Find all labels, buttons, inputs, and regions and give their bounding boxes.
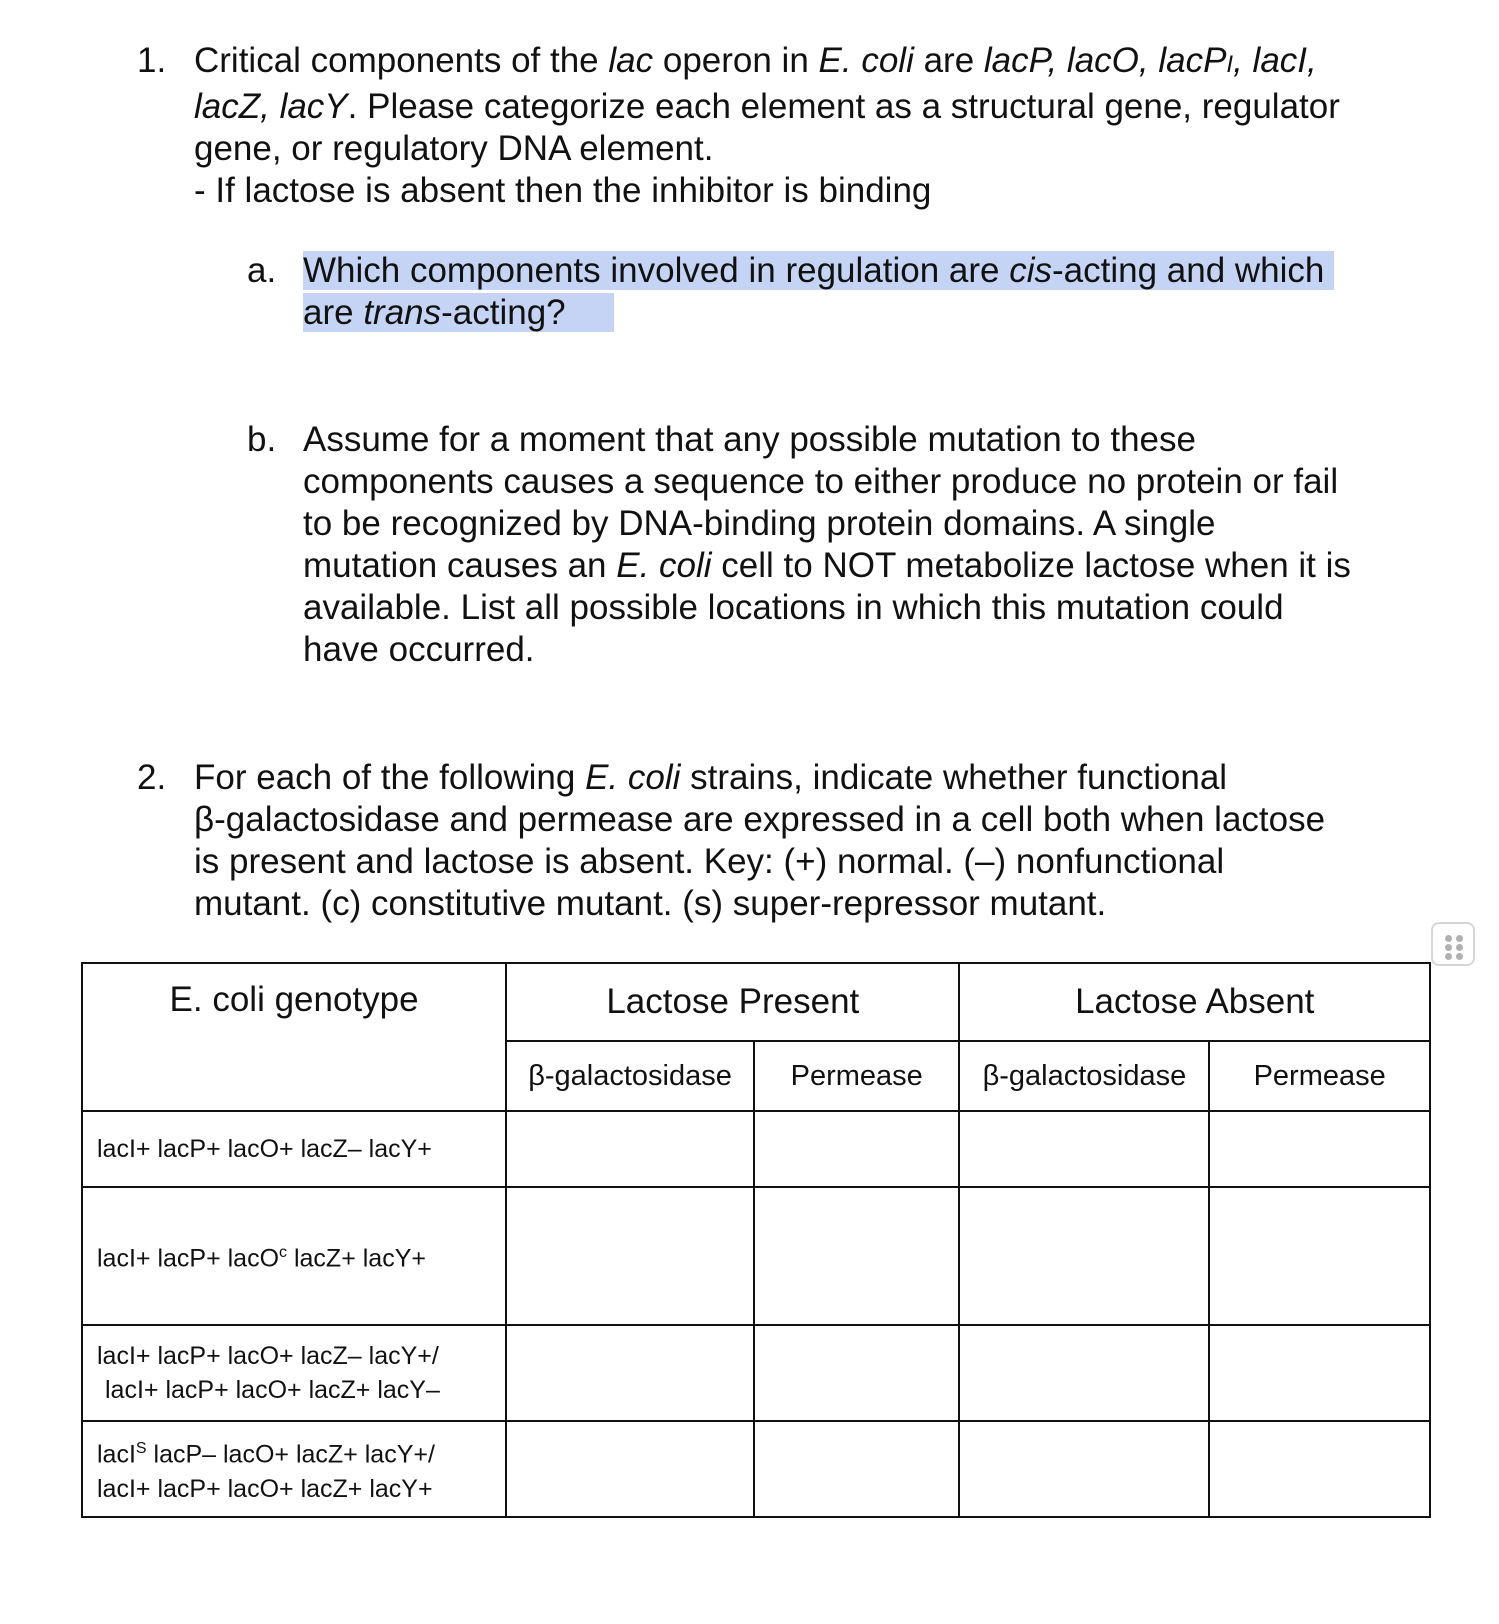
q1b-line: to be recognized by DNA-binding protein domains. A single	[303, 504, 1216, 543]
genotype-cell	[82, 1421, 506, 1517]
answer-cell[interactable]	[506, 1325, 754, 1421]
q2-line: is present and lactose is absent. Key: (+) normal. (–) nonfunctional	[194, 842, 1225, 881]
table-row	[82, 1325, 1430, 1421]
q1-genes-subscript: I	[1226, 51, 1234, 78]
table-row	[82, 1421, 1430, 1517]
absent-permease-header: Permease	[1209, 1041, 1430, 1111]
question-1a-letter: a.	[247, 251, 277, 290]
genotype-text: lacI+ lacP+ lacO+ lacZ+ lacY+	[97, 1474, 433, 1503]
q1a-cis: cis	[1009, 251, 1053, 290]
q1b-text: cell to NOT metabolize lactose when it is	[711, 546, 1351, 585]
answer-cell[interactable]	[754, 1421, 960, 1517]
question-1b	[247, 419, 1427, 671]
q1-lac: lac	[608, 41, 654, 80]
question-1-number: 1.	[137, 41, 167, 80]
answer-cell[interactable]	[1209, 1421, 1430, 1517]
q1a-text: Which components involved in regulation are	[303, 251, 1010, 290]
q1-genes: lacP, lacO, lacP	[983, 41, 1227, 80]
q1-ecoli: E. coli	[818, 41, 914, 80]
answer-cell[interactable]	[959, 1187, 1209, 1325]
genotype-text: lacI	[97, 1440, 136, 1469]
answer-cell[interactable]	[506, 1421, 754, 1517]
q1a-text: -acting and which	[1052, 251, 1325, 290]
genotype-cell	[82, 1111, 506, 1187]
q1-text: . Please categorize each element as a structural gene, regulator	[347, 87, 1340, 126]
question-1-line-1	[194, 40, 1417, 86]
question-1-text	[194, 40, 1417, 212]
genotype-text: lacI+ lacP+ lacO+ lacZ– lacY+	[97, 1135, 432, 1163]
q1b-line: Assume for a moment that any possible mutation to these	[303, 420, 1196, 459]
question-1a-text[interactable]	[303, 250, 1427, 334]
answer-cell[interactable]	[959, 1421, 1209, 1517]
answer-cell[interactable]	[959, 1325, 1209, 1421]
genotype-header: E. coli genotype	[82, 963, 506, 1111]
q1b-line: components causes a sequence to either produce no protein or fail	[303, 462, 1339, 501]
q1b-line: available. List all possible locations in which this mutation could	[303, 588, 1284, 627]
q1b-ecoli: E. coli	[616, 546, 712, 585]
q1b-line	[303, 545, 1427, 587]
answer-cell[interactable]	[1209, 1325, 1430, 1421]
answer-cell[interactable]	[1209, 1111, 1430, 1187]
answer-cell[interactable]	[959, 1111, 1209, 1187]
q1a-text: -acting?	[441, 293, 566, 332]
question-1b-letter: b.	[247, 420, 277, 459]
q1-text: Critical components of the	[194, 41, 609, 80]
genotype-text: lacI+ lacP+ lacO+ lacZ+ lacY–	[105, 1376, 440, 1404]
absent-bgal-header: β-galactosidase	[959, 1041, 1209, 1111]
question-1b-text	[303, 419, 1427, 671]
genotype-superscript: S	[135, 1440, 147, 1458]
q2-line	[194, 757, 1417, 799]
present-permease-header: Permease	[754, 1041, 960, 1111]
genotype-text: lacZ+ lacY+	[287, 1244, 426, 1273]
q1-text: operon in	[653, 41, 819, 80]
highlighted-text[interactable]	[303, 251, 1334, 290]
q1-text: are	[913, 41, 984, 80]
question-1-note: - If lactose is absent then the inhibitor is binding	[194, 171, 932, 210]
highlighted-text[interactable]	[303, 293, 614, 332]
q1a-text: are	[303, 293, 364, 332]
answer-cell[interactable]	[1209, 1187, 1430, 1325]
table-row	[82, 1111, 1430, 1187]
answer-cell[interactable]	[506, 1187, 754, 1325]
q1b-line: have occurred.	[303, 630, 535, 669]
genotype-superscript: c	[279, 1244, 288, 1262]
answer-cell[interactable]	[754, 1187, 960, 1325]
question-2	[137, 757, 1417, 925]
table-row	[82, 1187, 1430, 1325]
q1-genes: lacZ, lacY	[194, 87, 348, 126]
genotype-text: lacI+ lacP+ lacO+ lacZ– lacY+/	[97, 1342, 439, 1370]
question-2-number: 2.	[137, 758, 167, 797]
q1b-text: mutation causes an	[303, 546, 617, 585]
answer-cell[interactable]	[754, 1111, 960, 1187]
q2-line: β-galactosidase and permease are expressed in a cell both when lactose	[194, 800, 1326, 839]
q1a-trans: trans	[363, 293, 442, 332]
lactose-absent-header: Lactose Absent	[959, 963, 1430, 1041]
q2-ecoli: E. coli	[585, 758, 681, 797]
present-bgal-header: β-galactosidase	[506, 1041, 754, 1111]
q2-text: For each of the following	[194, 758, 586, 797]
q1-genes: , lacI,	[1233, 41, 1317, 80]
answer-cell[interactable]	[506, 1111, 754, 1187]
question-1	[137, 40, 1417, 212]
q2-line: mutant. (c) constitutive mutant. (s) super-repressor mutant.	[194, 884, 1107, 923]
genotype-text: lacP– lacO+ lacZ+ lacY+/	[146, 1440, 435, 1469]
question-1a	[247, 250, 1427, 334]
genotype-cell	[82, 1325, 506, 1421]
q2-text: strains, indicate whether functional	[680, 758, 1228, 797]
table-handle-icon[interactable]	[1431, 922, 1475, 966]
question-1-line-2	[194, 86, 1417, 128]
answer-cell[interactable]	[754, 1325, 960, 1421]
question-1-line-3: gene, or regulatory DNA element.	[194, 129, 714, 168]
genotype-cell	[82, 1187, 506, 1325]
genotype-text: lacI+ lacP+ lacO	[97, 1244, 280, 1273]
lactose-present-header: Lactose Present	[506, 963, 959, 1041]
question-2-text	[194, 757, 1417, 925]
genotype-table	[81, 962, 1431, 1518]
